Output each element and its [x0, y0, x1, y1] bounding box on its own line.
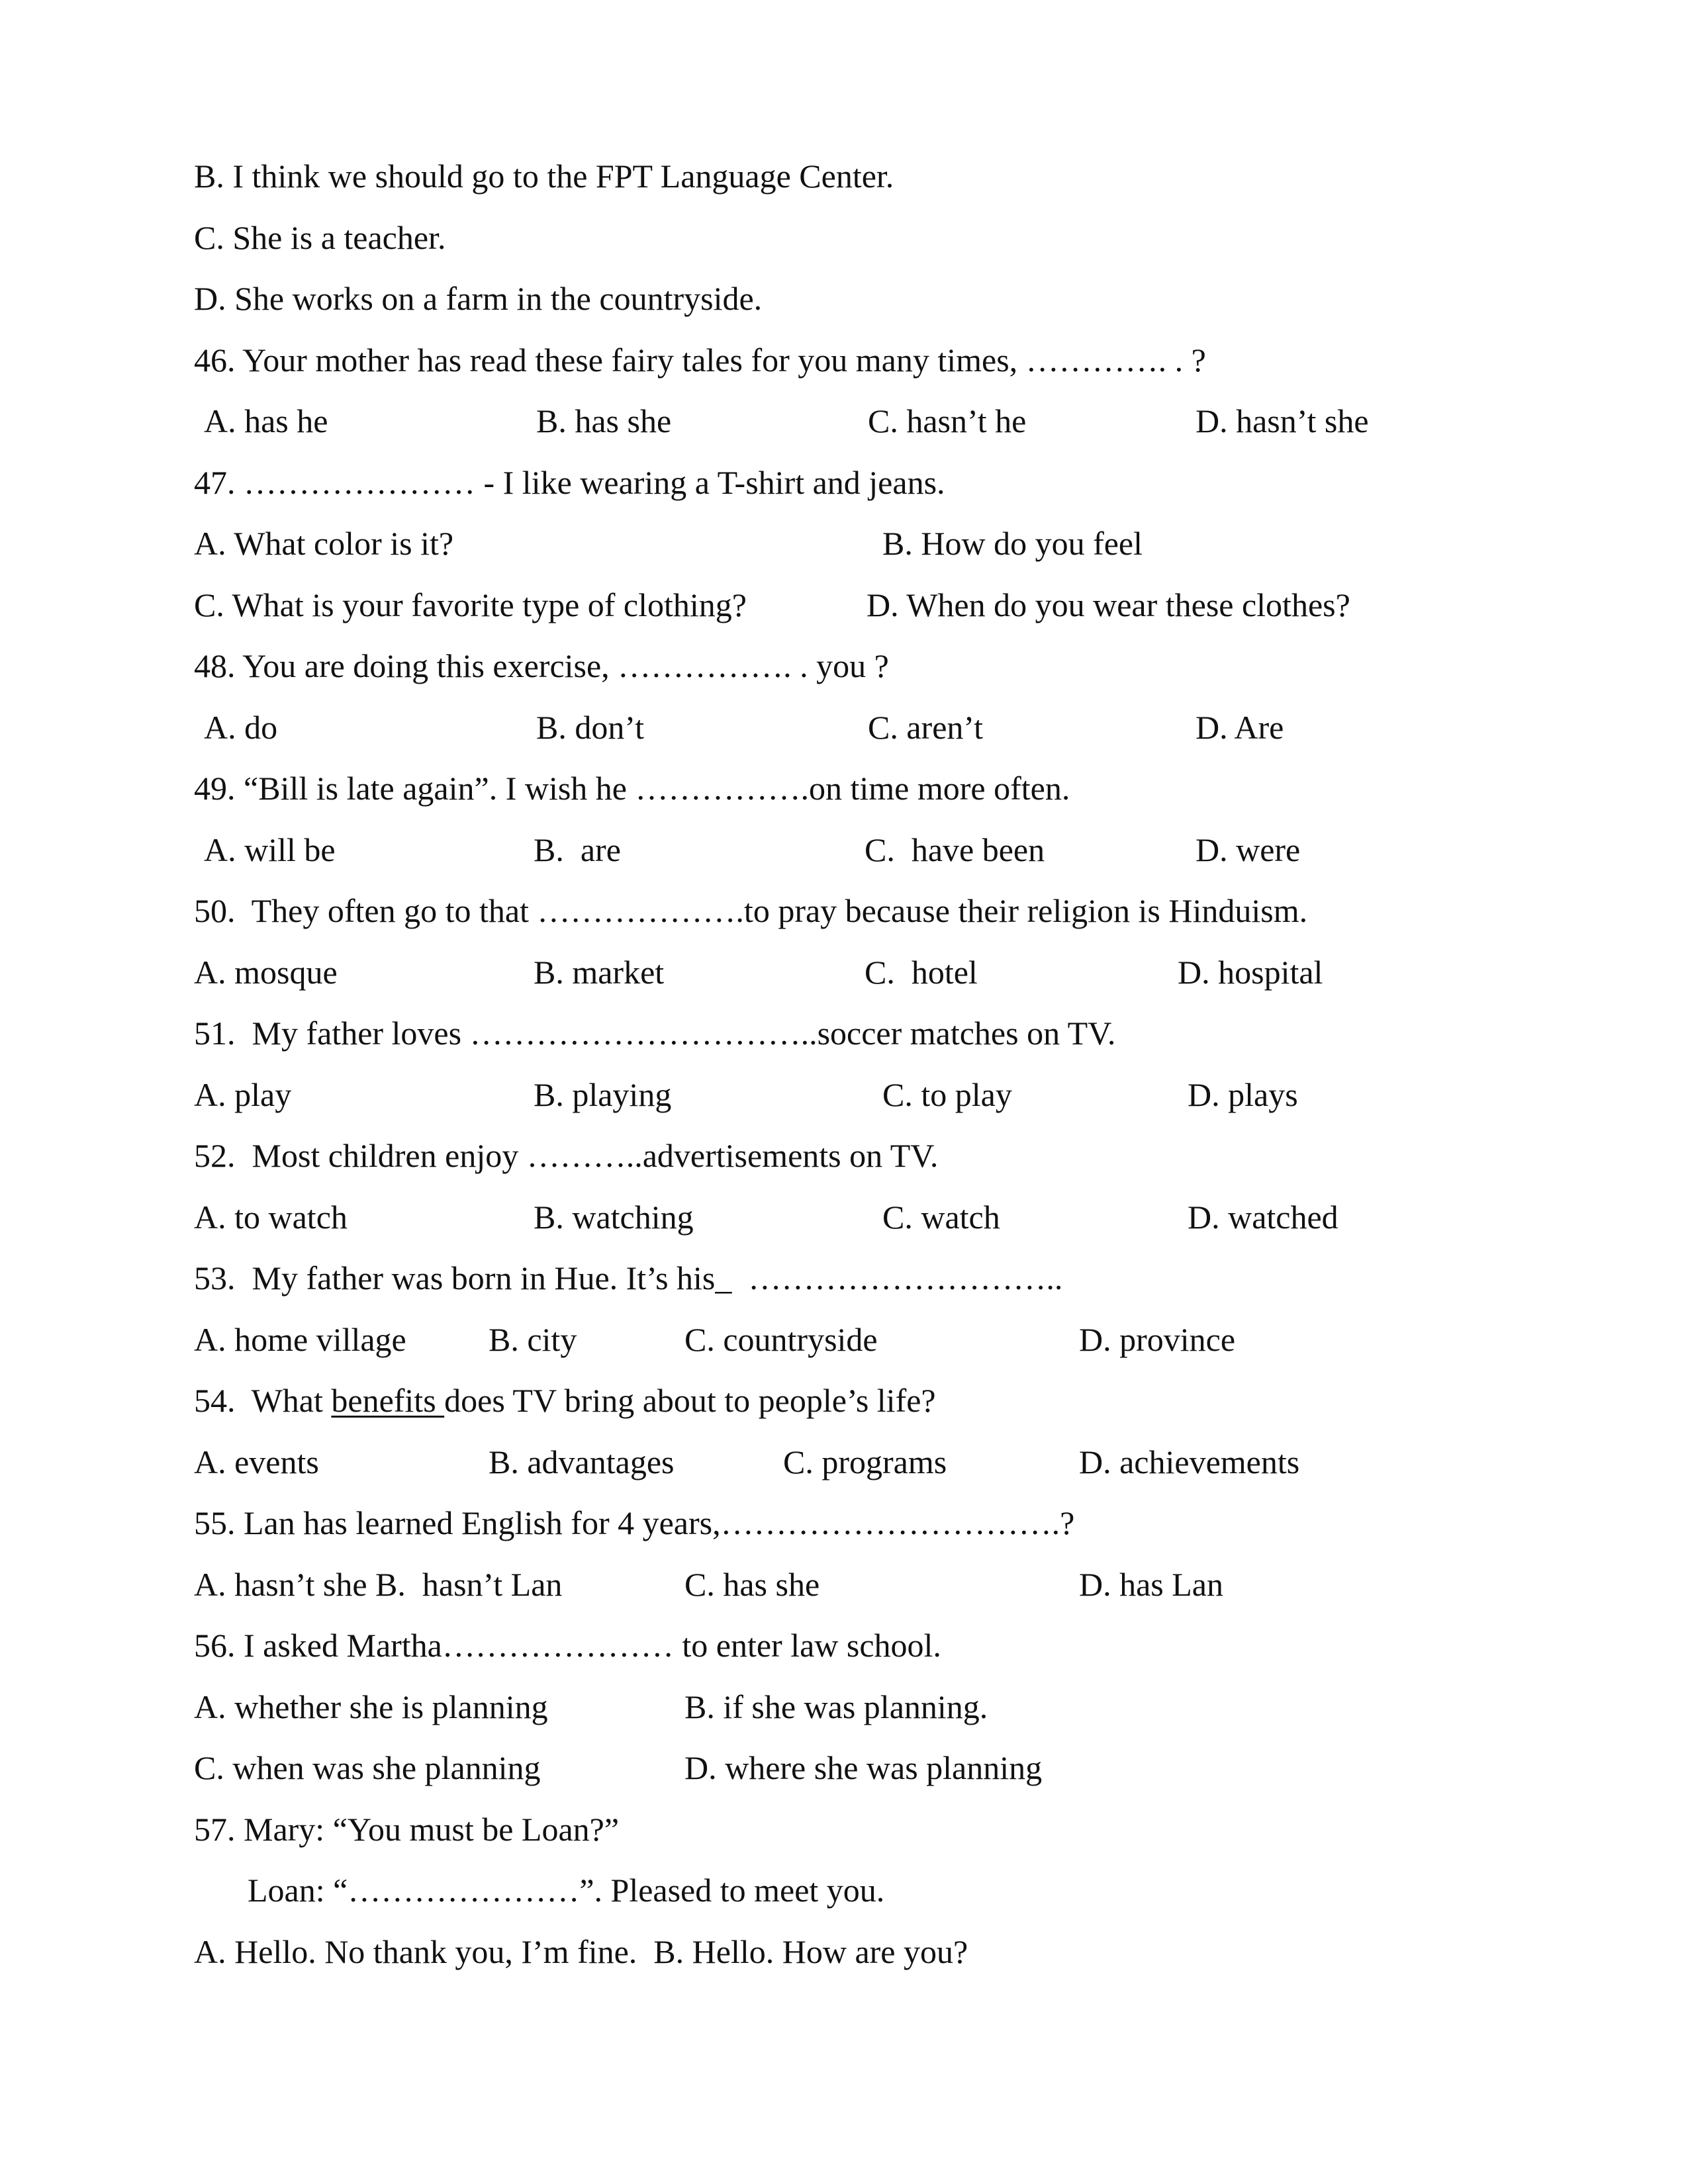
- question-48-option-c: C. aren’t: [868, 709, 984, 746]
- question-56-stem: 56. I asked Martha………………… to enter law school.: [194, 1627, 941, 1664]
- question-51-option-a: A. play: [194, 1076, 292, 1113]
- question-53-option-a: A. home village: [194, 1321, 406, 1358]
- question-56-option-c: C. when was she planning: [194, 1749, 541, 1786]
- question-52-option-b: B. watching: [534, 1199, 694, 1236]
- question-54-stem-start: 54. What: [194, 1382, 332, 1419]
- question-49-option-c: C. have been: [865, 831, 1045, 868]
- question-56-option-b: B. if she was planning.: [684, 1688, 988, 1725]
- question-54-stem: [194, 1381, 936, 1420]
- question-55-option-ab: A. hasn’t she B. hasn’t Lan: [194, 1566, 563, 1603]
- question-50-option-a: A. mosque: [194, 954, 338, 991]
- question-47-option-b: B. How do you feel: [882, 525, 1143, 562]
- question-51-option-c: C. to play: [882, 1076, 1012, 1113]
- question-54-option-c: C. programs: [783, 1443, 947, 1480]
- question-52-option-c: C. watch: [882, 1199, 1000, 1236]
- question-47-stem: 47. ………………… - I like wearing a T-shirt and jeans.: [194, 464, 945, 501]
- question-47-option-d: D. When do you wear these clothes?: [867, 586, 1350, 623]
- question-54-option-a: A. events: [194, 1443, 319, 1480]
- question-52-stem: 52. Most children enjoy ………..advertisements on TV.: [194, 1137, 939, 1174]
- question-55-option-c: C. has she: [684, 1566, 820, 1603]
- question-48-option-a: A. do: [204, 709, 278, 746]
- question-56-option-d: D. where she was planning: [684, 1749, 1043, 1786]
- option-b: B. I think we should go to the FPT Language Center.: [194, 158, 894, 195]
- question-50-option-d: D. hospital: [1178, 954, 1323, 991]
- question-57-options: A. Hello. No thank you, I’m fine. B. Hello. How are you?: [194, 1933, 968, 1970]
- question-47-option-a: A. What color is it?: [194, 525, 454, 562]
- question-52-option-d: D. watched: [1188, 1199, 1338, 1236]
- underlined-word: benefits: [331, 1382, 445, 1419]
- question-50-option-c: C. hotel: [865, 954, 978, 991]
- question-48-option-b: B. don’t: [536, 709, 644, 746]
- question-48-stem: 48. You are doing this exercise, ……………. . you ?: [194, 647, 889, 684]
- question-53-option-c: C. countryside: [684, 1321, 878, 1358]
- question-54-option-d: D. achievements: [1079, 1443, 1300, 1480]
- option-d: D. She works on a farm in the countryside.: [194, 280, 763, 317]
- question-51-stem: 51. My father loves …………………………..soccer matches on TV.: [194, 1015, 1116, 1052]
- question-46-option-d: D. hasn’t she: [1196, 402, 1369, 439]
- question-57-stem-line2: Loan: “…………………”. Pleased to meet you.: [248, 1872, 885, 1909]
- question-49-option-b: B. are: [534, 831, 621, 868]
- option-c: C. She is a teacher.: [194, 219, 446, 256]
- question-54-stem-end: does TV bring about to people’s life?: [444, 1382, 936, 1419]
- question-46-option-b: B. has she: [536, 402, 672, 439]
- question-56-option-a: A. whether she is planning: [194, 1688, 548, 1725]
- question-50-stem: 50. They often go to that ……………….to pray because their religion is Hinduism.: [194, 892, 1308, 929]
- question-46-stem: 46. Your mother has read these fairy tales for you many times, …………. . ?: [194, 341, 1206, 379]
- question-57-stem: 57. Mary: “You must be Loan?”: [194, 1811, 620, 1848]
- question-51-option-d: D. plays: [1188, 1076, 1298, 1113]
- question-46-option-c: C. hasn’t he: [868, 402, 1027, 439]
- question-51-option-b: B. playing: [534, 1076, 672, 1113]
- question-54-option-b: B. advantages: [489, 1443, 675, 1480]
- question-53-stem: 53. My father was born in Hue. It’s his_ ………………………..: [194, 1259, 1063, 1297]
- question-49-option-d: D. were: [1196, 831, 1301, 868]
- question-52-option-a: A. to watch: [194, 1199, 348, 1236]
- question-48-option-d: D. Are: [1196, 709, 1284, 746]
- question-55-option-d: D. has Lan: [1079, 1566, 1223, 1603]
- question-50-option-b: B. market: [534, 954, 665, 991]
- question-55-stem: 55. Lan has learned English for 4 years,………………………….?: [194, 1504, 1075, 1541]
- question-49-option-a: A. will be: [204, 831, 336, 868]
- question-53-option-b: B. city: [489, 1321, 577, 1358]
- question-47-option-c: C. What is your favorite type of clothing?: [194, 586, 747, 623]
- question-46-option-a: A. has he: [204, 402, 328, 439]
- question-53-option-d: D. province: [1079, 1321, 1236, 1358]
- question-49-stem: 49. “Bill is late again”. I wish he …………….on time more often.: [194, 770, 1070, 807]
